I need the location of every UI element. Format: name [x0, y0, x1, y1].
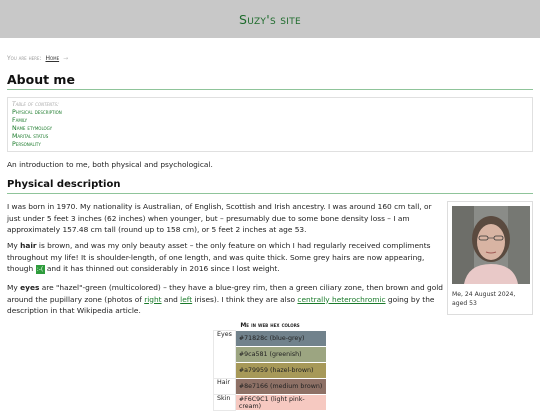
breadcrumb [7, 55, 68, 62]
toc-item-marital-status[interactable]: Marital status [12, 133, 49, 140]
eyes-text-1: My [7, 283, 21, 292]
eyes-text-2: are "hazel"-green (multicolored) – they have a blue-grey rim, then a green ciliary zone, then brown and gold around the pupillary zone (photos of [7, 283, 443, 304]
hex-colors-table [213, 322, 327, 411]
paragraph-hair [7, 240, 444, 275]
color-cell-eye-blue-grey: #71828c (blue-grey) [235, 331, 326, 347]
row-header-hair: Hair [214, 379, 236, 395]
breadcrumb-home-link[interactable]: Home [45, 55, 60, 62]
portrait-photo[interactable] [452, 206, 530, 284]
hair-keyword: hair [20, 241, 37, 250]
hair-text-1: My [7, 241, 21, 250]
toc-item-physical-description[interactable]: Physical description [12, 109, 62, 116]
toc-heading: Table of contents: [12, 101, 60, 108]
paragraph-eyes [7, 282, 444, 317]
hex-colors-caption: Me in web hex colors [240, 322, 300, 329]
eyes-text-and: and [161, 294, 181, 304]
toc-item-personality[interactable]: Personality [12, 141, 41, 148]
portrait-figure [447, 201, 533, 315]
intro-text: An introduction to me, both physical and psychological. [7, 160, 213, 169]
table-row [214, 395, 327, 411]
breadcrumb-prefix: You are here: [7, 55, 42, 62]
right-iris-link[interactable]: right [144, 294, 162, 304]
color-cell-skin-pink-cream: #F6C9C1 (light pink-cream) [235, 395, 326, 411]
eyes-keyword: eyes [20, 283, 40, 292]
hair-text-2: is brown, and was my only beauty asset – the only feature on which I had regularly received compliments throughout my life! It is shoulder-length, of one length, and was quite thick. Some grey hairs are now appearing, though [7, 241, 431, 274]
row-header-skin: Skin [214, 395, 236, 411]
eyes-text-3: irises). I think they are also [192, 294, 298, 304]
table-row [214, 379, 327, 395]
section-title-physical-description: Physical description [7, 179, 121, 190]
breadcrumb-arrow-icon: → [63, 55, 69, 62]
site-header [0, 0, 540, 38]
title-divider [7, 89, 533, 90]
central-heterochromia-link[interactable]: centrally heterochromic [297, 294, 386, 304]
sad-face-emoticon-icon: :-( [36, 265, 44, 273]
site-title[interactable]: Suzy's site [238, 11, 301, 27]
toc-item-family[interactable]: Family [12, 117, 28, 124]
portrait-caption: Me, 24 August 2024, aged 53 [452, 291, 516, 307]
table-of-contents [7, 97, 533, 152]
hair-text-3: and it has thinned out considerably in 2016 since I lost weight. [44, 264, 280, 274]
page-title: About me [7, 72, 75, 87]
table-row [214, 331, 327, 347]
color-cell-eye-hazel-brown: #a79959 (hazel-brown) [235, 363, 326, 379]
section-divider [7, 193, 533, 194]
paragraph-birth: I was born in 1970. My nationality is Australian, of English, Scottish and Irish ancestry. I was around 160 cm tall, or just under 5 feet 3 inches (62 inches) when younger, but – presumably due to some bone density loss – I am approximately 157.48 cm tall (round up to 158 cm), or 5 feet 2 inches at age 53. [7, 202, 432, 235]
row-header-eyes: Eyes [214, 331, 236, 379]
color-cell-hair-medium-brown: #8e7166 (medium brown) [235, 379, 326, 395]
toc-item-name-etymology[interactable]: Name etymology [12, 125, 53, 132]
left-iris-link[interactable]: left [180, 294, 193, 304]
eyes-text-4: going by the description in that Wikipedia article. [7, 294, 435, 316]
color-cell-eye-greenish: #9ca581 (greenish) [235, 347, 326, 363]
